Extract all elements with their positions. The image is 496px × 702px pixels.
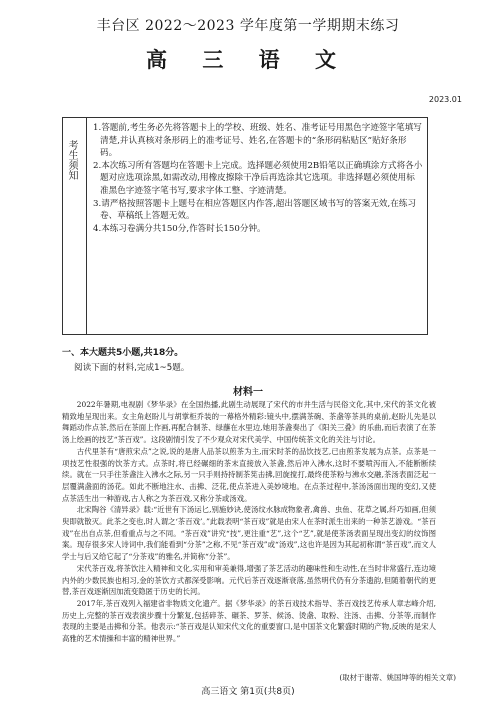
notice-box — [62, 117, 428, 335]
material-title: 材料一 — [233, 387, 263, 398]
notice-item: 4.本练习卷满分共150分,作答时长150分钟。 — [93, 223, 266, 234]
notice-item: 2.本次练习所有答题均在答题卡上完成。选择题必须使用2B铅笔以正确填涂方式将各小题对应选项涂黑,如需改动,用橡皮擦除干净后再选涂其它选项。非选择题必须使用标准黑色字迹签字笔书写,要求字体工整、字迹清楚。 — [93, 160, 423, 196]
exam-title: 丰台区 2022～2023 学年度第一学期期末练习 — [96, 18, 400, 34]
article-source: (取材于谢蒂、姚国坤等的相关文章) — [339, 673, 456, 682]
exam-date: 2023.01 — [428, 95, 462, 104]
notice-item: 3.请严格按照答题卡上题号在相应答题区内作答,超出答题区域书写的答案无效,在练习卷、草稿纸上答题无效。 — [93, 198, 417, 222]
article-paragraph: 2017年,茶百戏列入福建省非物质文化遗产。据《梦华录》的茶百戏技术指导、茶百戏技艺传承人章志峰介绍,历史上,完整的茶百戏表演步骤十分繁复,包括碎茶、碾茶、罗茶、候汤、烫盏、取粉、注汤、击拂、分茶等,而制作表现的主要是击拂和分茶。他表示:“茶百戏是认知宋代文化的重要窗口,是中国茶文化繁盛时期的产物,反映的是宋人高雅的艺术情操和丰富的精神世界。” — [62, 598, 436, 644]
article-paragraph: 北宋陶谷《清异录》载:“近世有下汤运匕,别施妙诀,使汤纹水脉成物象者,禽兽、虫鱼、花草之属,纤巧如画,但须臾即就散灭。此茶之变也,时人谓之‘茶百戏’。”此载表明“茶百戏”就是由宋人在茶时派生出来的一种茶艺游戏。“茶百戏”在出自点茶,但看重点与之不同。“茶百戏”讲究“技”,更注重“艺”,这个“艺”,就是使茶汤表面呈现出变幻的纹饰图案。现存很多宋人诗词中,我们能看到“分茶”之称,不见“茶百戏”或“汤戏”,这也许是因为其起初称谓“茶百戏”,而文人学士与后又给它起了“分茶戏”的雅名,并简称“分茶”。 — [62, 505, 436, 562]
article-paragraph: 古代里茶有“唐煎宋点”之说,说的是唐人品茶以煎茶为主,而宋时茶的品饮技艺,已由煎茶发展为点茶。点茶是一项技艺性很强的饮茶方式。点茶时,将已经碾细的茶末直接放入茶盏,然后冲入沸水,这时不要喷泻而入,不能断断续续。就在一只手往茶盏注入沸水之际,另一只手则持持制茶筅击拂,回旋搅打,最终使茶粉与沸水交融,茶汤表面泛起一层覆满盏面的汤花。如此不断地注水、击拂、泛花,使点茶进入美妙境地。在点茶过程中,茶汤汤面出现的变幻,又使点茶活生出一种游戏,古人称之为茶百戏,又称分茶或汤戏。 — [62, 446, 436, 503]
notice-items — [93, 122, 423, 235]
article-paragraph: 2022年暑期,电视剧《梦华录》在全国热播,此剧生动展现了宋代的市井生活与民俗文化,其中,宋代的茶文化被精致地呈现出来。女主角赵盼儿与胡掌柜乔装的一幕格外精彩:镜头中,摆满茶碗、茶盏等茶具的桌前,赵盼儿先是以舞蹈动作点茶,然后在茶面上作画,再配合制茶、绿蘸在水里边,她用茶盏奏出了《阳关三叠》的乐曲,而后表演了在茶汤上绘画的技艺“茶百戏”。这段剧情引发了不少观众对宋代美学、中国传统茶文化的关注与讨论。 — [62, 400, 436, 445]
article-paragraph: 宋代茶百戏,将茶饮注入精神和文化,实用和审美兼得,增强了茶艺活动的趣味性和生动性,在当时非常盛行,连边境内外的少数民族也相习,金的茶饮方式都深受影响。元代后茶百戏逐渐衰落,虽然明代仍有分茶遗韵,但随着朝代的更替,茶百戏逐渐因加流变隐匿于历史的长河。 — [62, 563, 436, 597]
notice-item: 1.答题前,考生务必先将答题卡上的学校、班级、姓名、准考证号用黑色字迹签字笔填写清楚,并认真核对条形码上的准考证号、姓名,在答题卡的“条形码粘贴区”贴好条形码。 — [93, 123, 422, 159]
article-body — [62, 399, 436, 645]
section-instruction: 阅读下面的材料,完成1~5题。 — [74, 363, 190, 373]
page-footer: 高三语文 第1页(共8页) — [201, 687, 295, 697]
notice-label: 考生须知 — [66, 140, 77, 180]
section-heading: 一、本大题共5小题,共18分。 — [62, 348, 184, 358]
notice-label-column — [63, 118, 87, 334]
subject-title: 高 三 语 文 — [146, 48, 350, 72]
